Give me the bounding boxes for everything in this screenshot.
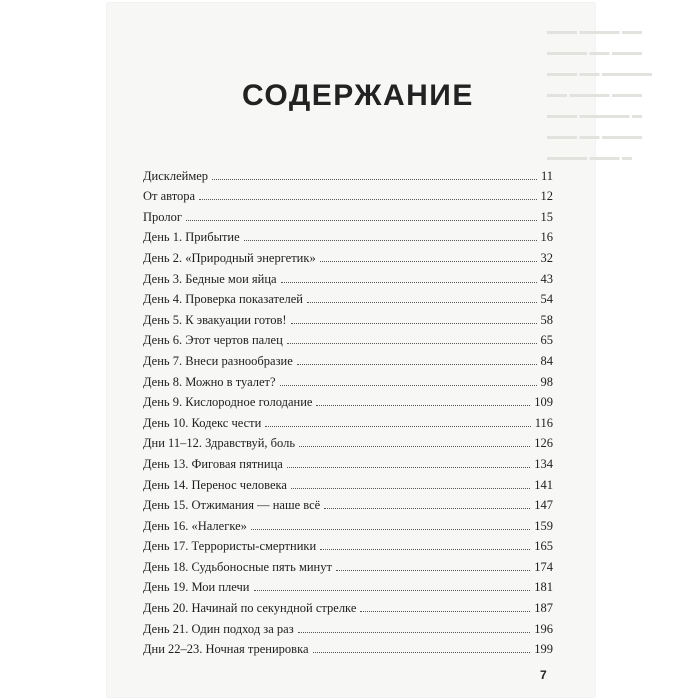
toc-entry: [143, 575, 553, 596]
toc-entry-title: Дни 11–12. Здравствуй, боль: [143, 436, 296, 451]
toc-entry: [143, 390, 553, 411]
toc-entry-title: День 8. Можно в туалет?: [143, 374, 276, 389]
toc-entry: [143, 204, 553, 225]
dot-leader: [244, 240, 537, 241]
toc-entry-page: 196: [534, 621, 553, 636]
dot-leader: [320, 261, 537, 262]
toc-entry: [143, 348, 553, 369]
page-number: 7: [540, 668, 547, 682]
toc-entry: [143, 616, 553, 637]
toc-entry-page: 65: [540, 333, 553, 348]
toc-entry-title: День 21. Один подход за раз: [143, 621, 294, 636]
toc-entry-page: 32: [540, 250, 553, 265]
toc-entry-title: День 15. Отжимания — наше всё: [143, 498, 321, 513]
toc-entry-page: 159: [534, 518, 553, 533]
toc-entry: [143, 225, 553, 246]
toc-entry: [143, 595, 553, 616]
dot-leader: [291, 323, 537, 324]
dot-leader: [297, 364, 537, 365]
page-title: СОДЕРЖАНИЕ: [242, 79, 474, 112]
toc-entry: [143, 245, 553, 266]
toc-entry-page: 126: [534, 436, 553, 451]
dot-leader: [299, 446, 530, 447]
toc-entry: [143, 534, 553, 555]
toc-entry-title: День 17. Террористы-смертники: [143, 539, 317, 554]
toc-entry-title: День 18. Судьбоносные пять минут: [143, 559, 332, 574]
dot-leader: [186, 220, 537, 221]
toc-entry: [143, 369, 553, 390]
toc-entry-page: 187: [534, 601, 553, 616]
toc-entry-title: День 14. Перенос человека: [143, 477, 287, 492]
dot-leader: [265, 426, 530, 427]
toc-entry-page: 11: [540, 168, 553, 183]
toc-entry-title: Пролог: [143, 209, 182, 224]
toc-entry-title: День 9. Кислородное голодание: [143, 395, 313, 410]
dot-leader: [281, 282, 537, 283]
table-of-contents: [143, 163, 553, 657]
toc-entry-title: День 20. Начинай по секундной стрелке: [143, 601, 357, 616]
dot-leader: [336, 570, 530, 571]
toc-entry-page: 12: [540, 189, 553, 204]
show-through-text: ▬▬▬ ▬▬▬▬ ▬▬ ▬▬▬▬ ▬▬ ▬▬▬ ▬▬▬ ▬▬ ▬▬▬▬▬ ▬▬ ▬▬▬▬ ▬▬▬ ▬▬▬ ▬▬▬▬▬ ▬ ▬▬▬ ▬▬ ▬▬▬▬ ▬▬▬▬ ▬▬▬ ▬: [547, 26, 652, 163]
toc-entry: [143, 328, 553, 349]
toc-entry-page: 147: [534, 498, 553, 513]
toc-entry-title: День 10. Кодекс чести: [143, 415, 262, 430]
dot-leader: [251, 529, 530, 530]
toc-entry: [143, 266, 553, 287]
toc-entry-title: День 4. Проверка показателей: [143, 292, 303, 307]
toc-entry-title: День 13. Фиговая пятница: [143, 456, 283, 471]
dot-leader: [291, 488, 530, 489]
toc-entry-page: 174: [534, 559, 553, 574]
toc-entry-title: День 6. Этот чертов палец: [143, 333, 283, 348]
toc-entry-page: 141: [534, 477, 553, 492]
toc-entry-title: День 5. К эвакуации готов!: [143, 312, 287, 327]
toc-entry-page: 54: [540, 292, 553, 307]
toc-entry-title: День 2. «Природный энергетик»: [143, 250, 316, 265]
dot-leader: [254, 590, 531, 591]
toc-entry-title: День 19. Мои плечи: [143, 580, 250, 595]
toc-entry: [143, 163, 553, 184]
toc-entry-page: 16: [540, 230, 553, 245]
toc-entry-page: 134: [534, 456, 553, 471]
toc-entry: [143, 410, 553, 431]
dot-leader: [298, 632, 531, 633]
dot-leader: [287, 343, 537, 344]
toc-entry-page: 109: [534, 395, 553, 410]
toc-entry: [143, 493, 553, 514]
dot-leader: [212, 179, 537, 180]
dot-leader: [360, 611, 530, 612]
toc-entry-page: 84: [540, 353, 553, 368]
toc-entry-title: День 1. Прибытие: [143, 230, 240, 245]
toc-entry: [143, 637, 553, 658]
dot-leader: [280, 385, 537, 386]
dot-leader: [324, 508, 530, 509]
dot-leader: [320, 549, 530, 550]
dot-leader: [287, 467, 530, 468]
toc-entry-page: 58: [540, 312, 553, 327]
toc-entry-title: День 16. «Налегке»: [143, 518, 247, 533]
toc-entry: [143, 287, 553, 308]
toc-entry-page: 199: [534, 642, 553, 657]
toc-entry: [143, 431, 553, 452]
toc-entry: [143, 472, 553, 493]
dot-leader: [307, 302, 537, 303]
toc-entry-title: Дисклеймер: [143, 168, 209, 183]
dot-leader: [199, 199, 536, 200]
toc-entry-title: Дни 22–23. Ночная тренировка: [143, 642, 309, 657]
toc-entry-page: 165: [534, 539, 553, 554]
toc-entry-page: 43: [540, 271, 553, 286]
dot-leader: [316, 405, 530, 406]
toc-entry-title: День 7. Внеси разнообразие: [143, 353, 293, 368]
toc-entry: [143, 451, 553, 472]
toc-entry-title: От автора: [143, 189, 196, 204]
toc-entry-page: 98: [540, 374, 553, 389]
toc-entry: [143, 307, 553, 328]
toc-entry-page: 116: [534, 415, 553, 430]
toc-entry: [143, 554, 553, 575]
toc-entry-page: 181: [534, 580, 553, 595]
toc-entry-title: День 3. Бедные мои яйца: [143, 271, 277, 286]
toc-entry-page: 15: [540, 209, 553, 224]
toc-entry: [143, 184, 553, 205]
dot-leader: [313, 652, 531, 653]
toc-entry: [143, 513, 553, 534]
